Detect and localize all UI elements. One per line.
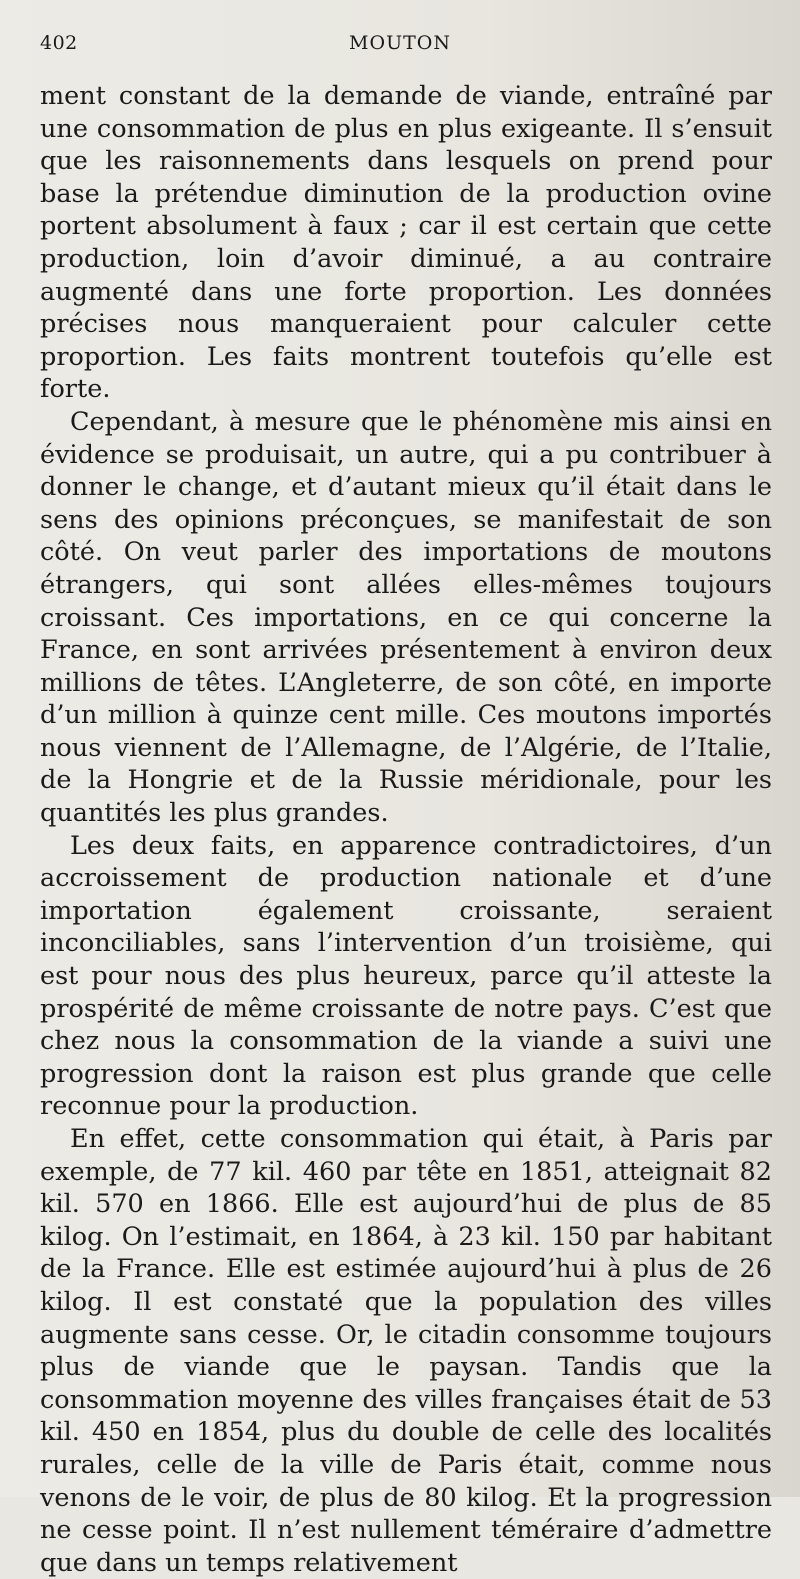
- page-number: 402: [40, 32, 78, 54]
- body-text: [40, 80, 772, 1579]
- paragraph: En effet, cette consommation qui était, à Paris par exemple, de 77 kil. 460 par tête en 1851, atteignait 82 kil. 570 en 1866. Elle est aujourd’hui de plus de 85 kilog. On l’estimait, en 1864, à 23 kil. 150 par habitant de la France. Elle est estimée aujourd’hui à plus de 26 kilog. Il est constaté que la population des villes augmente sans cesse. Or, le citadin consomme toujours plus de viande que le paysan. Tandis que la consommation moyenne des villes françaises était de 53 kil. 450 en 1854, plus du double de celle des localités rurales, celle de la ville de Paris était, comme nous venons de le voir, de plus de 80 kilog. Et la progression ne cesse point. Il n’est nullement téméraire d’admettre que dans un temps relativement: [40, 1124, 772, 1578]
- paragraph: ment constant de la demande de viande, entraîné par une consommation de plus en plus exigeante. Il s’ensuit que les raisonnements dans lesquels on prend pour base la prétendue diminution de la production ovine portent absolument à faux ; car il est certain que cette production, loin d’avoir diminué, a au contraire augmenté dans une forte proportion. Les données précises nous manqueraient pour calculer cette proportion. Les faits montrent toutefois qu’elle est forte.: [40, 81, 772, 405]
- running-title: MOUTON: [349, 32, 451, 54]
- paragraph: Cependant, à mesure que le phénomène mis ainsi en évidence se produisait, un autre, qui a pu contribuer à donner le change, et d’autant mieux qu’il était dans le sens des opinions préconçues, se manifestait de son côté. On veut parler des importations de moutons étrangers, qui sont allées elles-mêmes toujours croissant. Ces importations, en ce qui concerne la France, en sont arrivées présentement à environ deux millions de têtes. L’Angleterre, de son côté, en importe d’un million à quinze cent mille. Ces moutons importés nous viennent de l’Allemagne, de l’Algérie, de l’Italie, de la Hongrie et de la Russie méridionale, pour les quantités les plus grandes.: [40, 406, 772, 829]
- paragraph: Les deux faits, en apparence contradictoires, d’un accroissement de production nationale et d’une importation également croissante, seraient inconciliables, sans l’intervention d’un troisième, qui est pour nous des plus heureux, parce qu’il atteste la prospérité de même croissante de notre pays. C’est que chez nous la consommation de la viande a suivi une progression dont la raison est plus grande que celle reconnue pour la production.: [40, 830, 772, 1122]
